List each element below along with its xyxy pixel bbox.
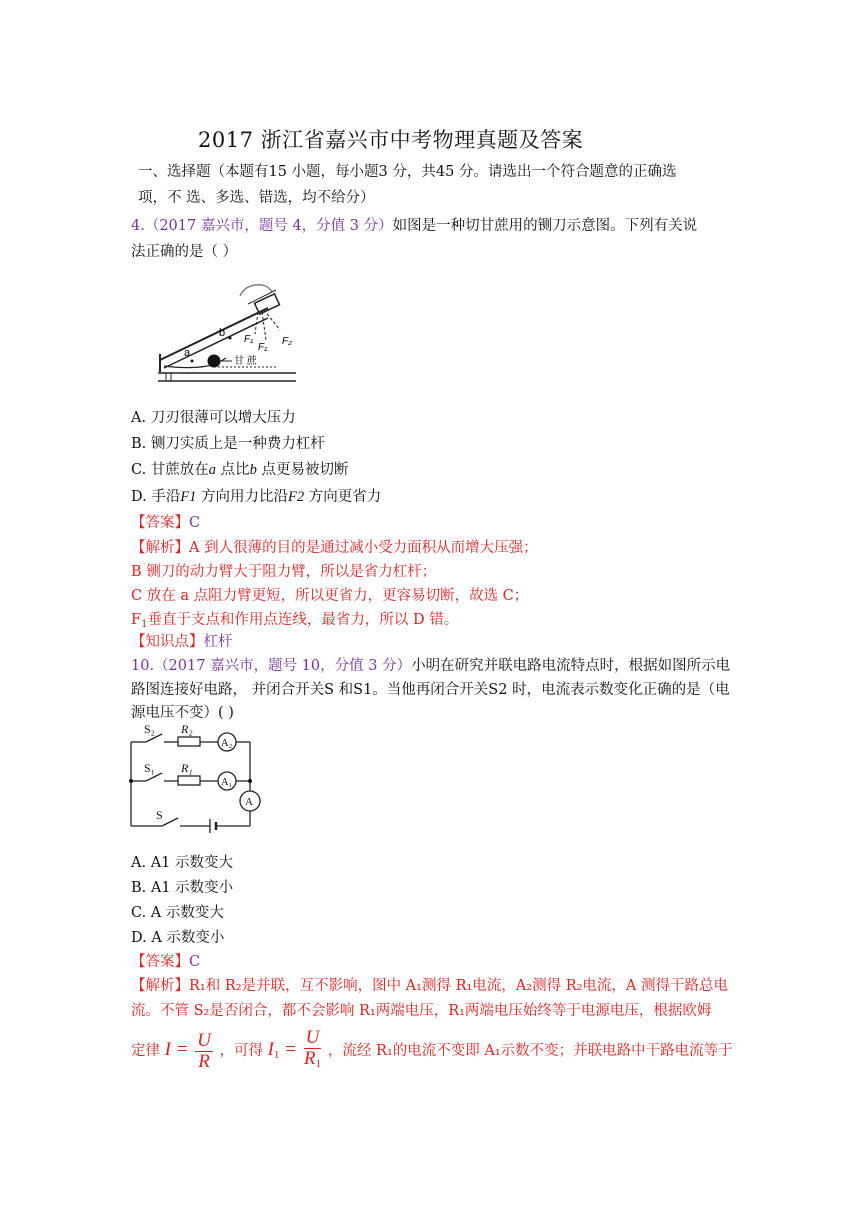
ammeter-a2-label: A₂ (221, 738, 233, 749)
force-f1-label-a: F₁ (244, 334, 254, 345)
q4-analysis-line1: 【解析】A 到人很薄的目的是通过减小受力面积从而增大压强； (131, 540, 538, 556)
q10-analysis-line3: 定律 I = $\frac{U}{R}$ ，可得 $I_1$ = $\frac{U}{R_1}$ ，流经 R₁的电流不变即 A₁示数不变；并联电路中干路电流等于 (131, 1028, 733, 1077)
page-title: 2017 浙江省嘉兴市中考物理真题及答案 (198, 128, 584, 152)
q4-source: 4.（2017 嘉兴市，题号 4，分值 3 分） (131, 218, 393, 234)
q10-analysis-line2: 流。不管 S₂是否闭合，都不会影响 R₁两端电压，R₁两端电压始终等于电源电压，根据欧姆 (131, 1003, 712, 1019)
q4-stem-line1 (131, 214, 697, 238)
q10-stem-line1: 10.（2017 嘉兴市，题号 10，分值 3 分）小明在研究并联电路电流特点时，根据如图所示电 (131, 658, 731, 674)
guillotine-figure (156, 278, 298, 388)
q4-analysis-line2: B 铡刀的动力臂大于阻力臂，所以是省力杠杆； (131, 564, 437, 580)
q4-option-a: A. 刀刃很薄可以增大压力 (131, 410, 296, 426)
ohm-law-equation: I = (164, 1039, 189, 1060)
circuit-diagram (126, 720, 268, 838)
section-header-line1: 一、选择题（本题有15 小题，每小题3 分，共45 分。请选出一个符合题意的正确选 (138, 164, 677, 180)
point-a-label: a (184, 347, 191, 359)
q10-answer: 【答案】C (131, 954, 201, 970)
q10-stem-line2: 路图连接好电路， 并闭合开关S 和S1。当他再闭合开关S2 时，电流表示数变化正确的是（电 (131, 682, 730, 698)
q4-option-c: C. 甘蔗放在a 点比b 点更易被切断 (131, 462, 349, 478)
q10-analysis-line1: 【解析】R₁和 R₂是并联，互不影响，图中 A₁测得 R₁电流，A₂测得 R₂电流，A 测得干路总电 (131, 978, 729, 994)
switch-s1-label: S₁ (144, 761, 155, 775)
switch-s-label: S (156, 808, 163, 822)
force-f2-label: F₂ (282, 336, 292, 347)
q10-stem-line3: 源电压不变）( ) (131, 705, 234, 721)
q10-source: 10.（2017 嘉兴市，题号 10，分值 3 分） (131, 658, 412, 674)
q4-option-b: B. 铡刀实质上是一种费力杠杆 (131, 436, 325, 452)
q4-analysis-line4: $F_1$垂直于支点和作用点连线，最省力，所以 D 错。 (131, 612, 459, 630)
q4-answer: 【答案】C (131, 515, 201, 531)
ohm-law-fraction: $\frac{U}{R}$ (197, 1029, 211, 1072)
q4-knowledge-point: 【知识点】杠杆 (131, 634, 233, 650)
q10-option-c: C. A 示数变大 (131, 905, 224, 921)
section-header-line2: 项，不 选、多选、错选，均不给分） (138, 190, 375, 206)
q10-option-a: A. A1 示数变大 (131, 855, 233, 871)
resistor-r2-label: R₂ (181, 722, 193, 736)
switch-s2-label: S₂ (144, 722, 155, 736)
q10-option-d: D. A 示数变小 (131, 930, 225, 946)
ammeter-a1-label: A₁ (221, 777, 233, 788)
i1-fraction: $\frac{U}{R_1}$ (303, 1027, 322, 1070)
point-b-label: b (219, 327, 226, 339)
q10-option-b: B. A1 示数变小 (131, 880, 234, 896)
q4-stem-line2: 法正确的是（ ） (131, 244, 238, 260)
q4-option-d: D. 手沿F1 方向用力比沿F2 方向更省力 (131, 489, 382, 505)
resistor-r1-label: R₁ (181, 761, 193, 775)
force-f1-label-b: F₁ (258, 342, 268, 353)
q4-stem-text: 如图是一种切甘蔗用的铡刀示意图。下列有关说 (392, 218, 698, 234)
ammeter-a-label: A (245, 796, 253, 808)
i1-equation: $I_1$ = (267, 1039, 297, 1061)
sugarcane-label: 甘 蔗 (234, 356, 257, 367)
q4-analysis-line3: C 放在 a 点阻力臂更短，所以更省力，更容易切断，故选 C； (131, 588, 529, 604)
